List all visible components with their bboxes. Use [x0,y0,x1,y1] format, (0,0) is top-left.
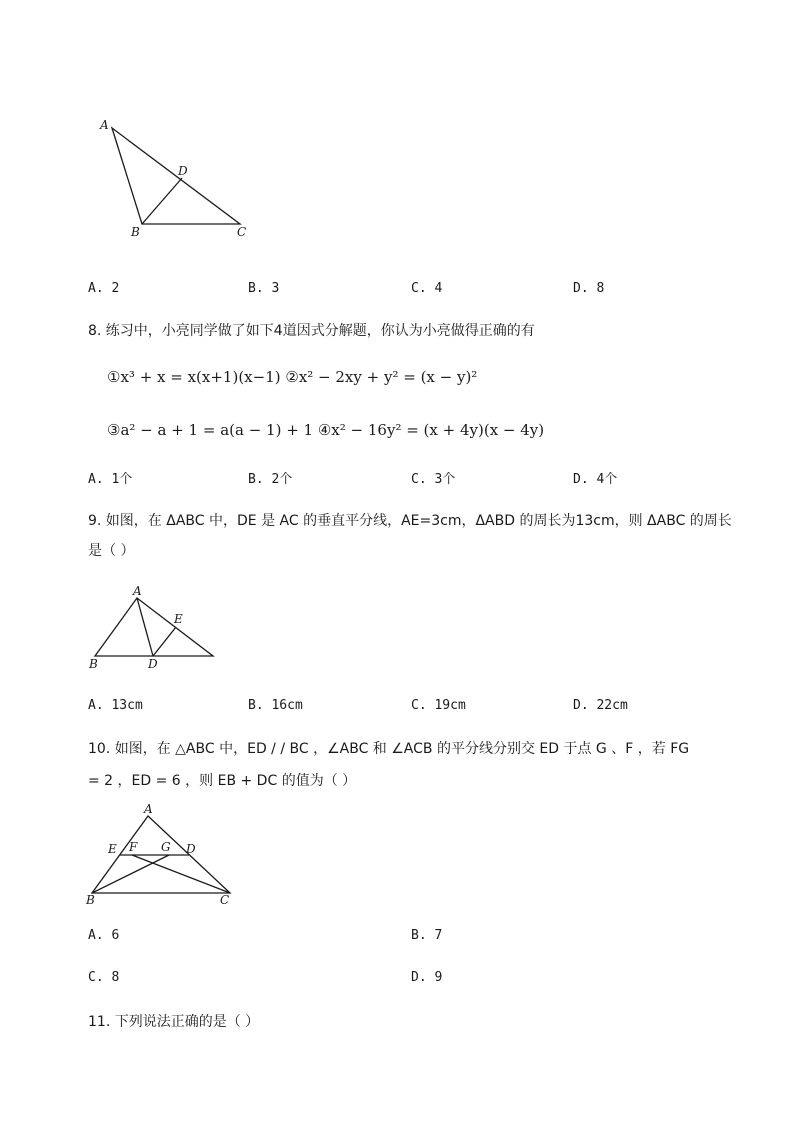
q10-stem-line2: = 2 ，ED = 6 ，则 EB + DC 的值为（ ） [88,773,357,789]
q10-stem-line1: 10. 如图，在 △ABC 中，ED / / BC ，∠ABC 和 ∠ACB 的平分线分别交 ED 于点 G 、F ，若 FG [88,741,690,757]
q8-option-d[interactable]: D. 4个 [573,472,618,487]
q8-option-c[interactable]: C. 3个 [411,472,456,487]
q7-option-d[interactable]: D. 8 [573,281,605,296]
q9-option-c[interactable]: C. 19cm [411,698,466,713]
q9-stem-line1: 9. 如图，在 ΔABC 中，DE 是 AC 的垂直平分线，AE=3cm，ΔABD 的周长为13cm，则 ΔABC 的周长 [88,513,732,529]
q10-label-d: D [186,842,196,856]
q10-label-f: F [129,840,138,854]
q9-label-d: D [148,657,158,671]
triangle-abc-q9 [95,598,213,656]
q10-label-b: B [86,893,95,907]
q10-label-c: C [220,893,230,907]
label-b: B [131,225,140,239]
q8-option-a[interactable]: A. 1个 [88,472,133,487]
figure-q9-triangle [85,580,225,675]
q11-stem: 11. 下列说法正确的是（ ） [88,1014,260,1030]
q10-label-a: A [144,802,153,816]
q10-option-a[interactable]: A. 6 [88,928,120,943]
label-d: D [178,164,188,178]
segment-de [153,627,176,656]
q9-label-a: A [133,584,142,598]
q7-option-a[interactable]: A. 2 [88,281,120,296]
q10-label-g: G [161,840,171,854]
bisector-cf [132,855,230,893]
q8-option-b[interactable]: B. 2个 [248,472,293,487]
q10-label-e: E [108,842,117,856]
q7-option-b[interactable]: B. 3 [248,281,280,296]
q9-label-b: B [89,657,98,671]
q7-option-c[interactable]: C. 4 [411,281,443,296]
q10-option-c[interactable]: C. 8 [88,970,120,985]
triangle-abc [112,128,240,224]
bisector-bg [92,855,169,893]
q8-stem: 8. 练习中，小亮同学做了如下4道因式分解题，你认为小亮做得正确的有 [88,323,535,339]
figure-q10-triangle [82,800,242,912]
q8-line2: ③a² − a + 1 = a(a − 1) + 1 ④x² − 16y² = (x + 4y)(x − 4y) [107,421,545,439]
q9-label-e: E [174,612,183,626]
q10-option-d[interactable]: D. 9 [411,970,443,985]
label-a: A [100,118,109,132]
q9-stem-line2: 是（ ） [88,543,135,559]
q8-line1: ①x³ + x = x(x+1)(x−1) ②x² − 2xy + y² = (x − y)² [107,368,478,386]
segment-bd [142,178,182,224]
q9-option-a[interactable]: A. 13cm [88,698,143,713]
label-c: C [237,225,247,239]
figure-triangle-abc-d [90,110,270,250]
q10-option-b[interactable]: B. 7 [411,928,443,943]
q9-option-b[interactable]: B. 16cm [248,698,303,713]
q9-option-d[interactable]: D. 22cm [573,698,628,713]
segment-ad [137,598,153,656]
